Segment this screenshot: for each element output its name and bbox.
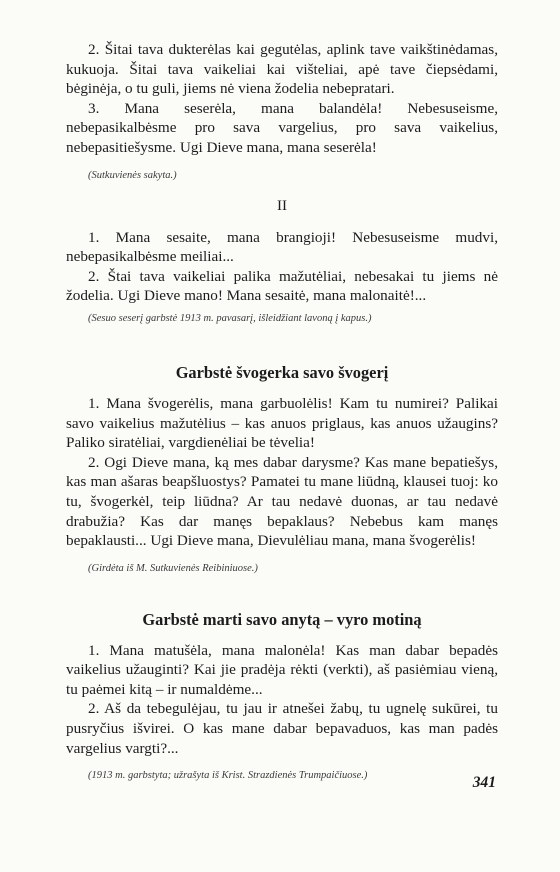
source-note: (1913 m. garbstyta; užrašyta iš Krist. Strazdienės Trumpaičiuose.) [88, 770, 368, 782]
paragraph: 2. Šitai tava dukterėlas kai gegutėlas, aplink tave vaikštinėdamas, kukuoja. Šitai tava vaikeliai kai vištеliai, apė tave čiepsėdami, bėginėja, o tu guli, jiems nė viena žodelia nebepratari. [66, 41, 498, 98]
paragraph: 1. Mana švogerėlis, mana garbuolėlis! Kam tu numirei? Palikai savo vaikelius mažutėlius – kas anuos priglaus, kas anuos užaugins? Paliko siratėliai, vargdienėliai be tėvelia! [66, 394, 498, 452]
paragraph: 1. Mana sesaite, mana brangioji! Nebesuseisme mudvi, nebepasikalbėsme meiliai... [66, 228, 498, 266]
source-note: (Girdėta iš M. Sutkuvienės Reibiniuose.) [88, 562, 258, 574]
section-heading: Garbstė švogerka savo švogerį [175, 362, 389, 382]
paragraph: 2. Ogi Dieve mana, ką mes dabar darysme? Kas mane bepatiešys, kas man ašaras beapšluostys? Pamatei tu mane liūdną, klausei tuoj: ko tu, švogerkėl, teip liūdna? Ar tau nedavė duonas, ar tau nedavė drabužia? Kas dar manęs bepaklaus? Nebebus kam manęs bepaklausti... Ugi Dieve mana, Dievulėliau mana, mana švogerėlis! [66, 453, 498, 550]
paragraph: 2. Štai tava vaikeliai palika mažutėliai, nebesakai tu jiems nė žodelia. Ugi Dieve mano! Mana sesaitė, mana malonaitė!... [66, 267, 498, 305]
paragraph: 2. Aš da tebegulėjau, tu jau ir atnešei žabų, tu ugnelę sukūrei, tu pusryčius išvirei. O kas mane dabar bepavaduos, kas man padės vargelius vargti?... [66, 700, 498, 757]
paragraph: 3. Mana seserėla, mana balandėla! Nebesuseisme, nebepasikalbėsme pro sava vargelius, pro sava vaikelius, nebepasitiešysme. Ugi Dieve mana, mana seserėla! [66, 99, 498, 156]
section-heading: Garbstė marti savo anytą – vyro motiną [142, 609, 422, 629]
source-note: (Sesuo seserį garbstė 1913 m. pavasarį, išleidžiant lavoną į kapus.) [88, 312, 372, 324]
source-note: (Sutkuvienės sakyta.) [88, 169, 177, 181]
page-body [66, 40, 498, 783]
section-numeral: II [277, 197, 287, 214]
page-number: 341 [472, 774, 496, 791]
paragraph: 1. Mana matušėla, mana malonėla! Kas man dabar bepadės vaikelius užauginti? Kai jie pradėja rėkti (verkti), aš pasiėmiau vieną, tu paėmei kitą – ir numaldėme... [66, 641, 498, 698]
